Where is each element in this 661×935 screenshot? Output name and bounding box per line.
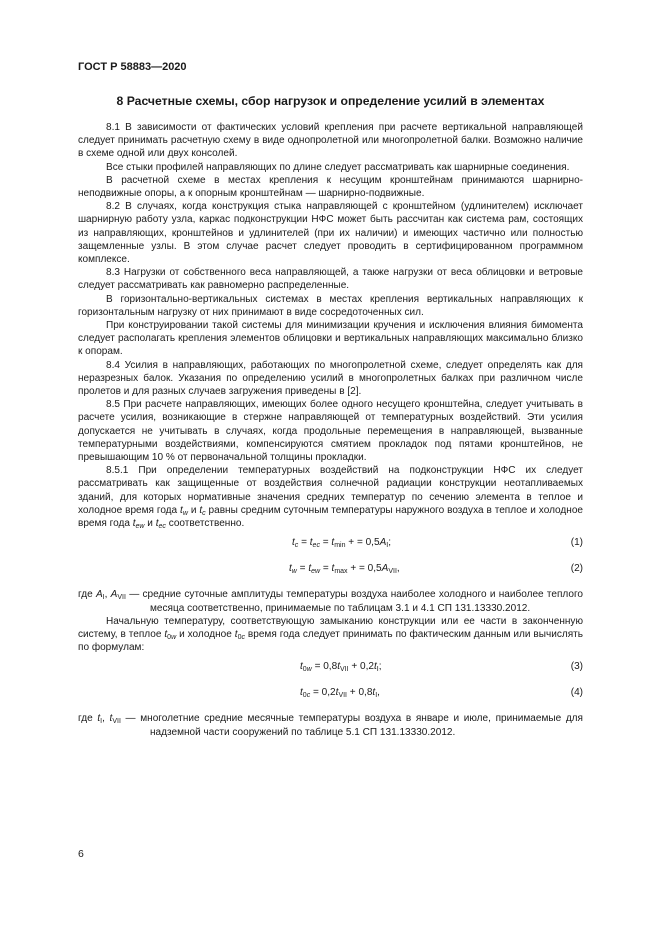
paragraph-8-2: 8.2 В случаях, когда конструкция стыка направляющей с кронштейном (удлинителем) исключает шарнирную работу узла, каркас подконструкции НФС может быть рассчитан как система рам, состоящих из направляющих, кронштейнов и удлинителей (при их наличии) и имеющих частично или полностью защемленные узлы. В этом случае расчет следует проводить в сертифицированном программном комплексе.	[78, 201, 583, 266]
formula-1	[78, 530, 583, 556]
paragraph-8-1: 8.1 В зависимости от фактических условий крепления при расчете вертикальной направляющей следует принимать расчетную схему в виде однопролетной или многопролетной балки. Возможно наличие в схеме одной или двух консолей.	[78, 122, 583, 160]
formula-3-expression: $t_{0w} = 0,8t_{VII} + 0,2t_I$;	[300, 661, 382, 674]
formula-4-expression: $t_{0c} = 0,2t_{VII} + 0,8t_I$,	[300, 687, 380, 700]
paragraph-bimoment: При конструировании такой системы для минимизации кручения и исключения влияния бимомента следует располагать крепления элементов облицовки и вертикальных направляющих максимально близко к опорам.	[78, 320, 583, 358]
where-clause-1: где $A_I$, $A_{VII}$ — средние суточные амплитуды температуры воздуха наиболее холодного и наиболее теплого месяца соответственно, принимаемые по таблицам 3.1 и 4.1 СП 131.13330.2012.	[78, 589, 583, 614]
paragraph-8-4: 8.4 Усилия в направляющих, работающих по многопролетной схеме, следует определять как для неразрезных балок. Указания по определению усилий в многопролетных балках при различном числе пролетов и для разных случаев загружения приведены в [2].	[78, 359, 583, 398]
formula-4-number: (4)	[570, 687, 583, 699]
body-text	[78, 121, 583, 739]
formula-2-number: (2)	[570, 563, 583, 575]
formula-4	[78, 680, 583, 706]
formula-1-expression: $t_c = t_{ec} = t_{min}$ + = $0,5A_I$;	[292, 537, 392, 550]
paragraph-horizontal-vertical: В горизонтально-вертикальных системах в местах крепления вертикальных направляющих к горизонтальным нагрузку от них принимают в виде сосредоточенных сил.	[78, 293, 583, 318]
formula-3	[78, 654, 583, 680]
formula-2-expression: $t_w = t_{ew} = t_{max}$ + = $0,5A_{VII}$,	[289, 563, 400, 576]
document-code: ГОСТ Р 58883—2020	[78, 61, 187, 73]
paragraph-joints: Все стыки профилей направляющих по длине следует рассматривать как шарнирные соединения.	[106, 161, 570, 173]
page-number: 6	[78, 848, 84, 860]
formula-1-number: (1)	[570, 537, 583, 549]
where-clause-2: где $t_I$, $t_{VII}$ — многолетние средние месячные температуры воздуха в январе и июле, принимаемые для надземной части сооружений по таблице 5.1 СП 131.13330.2012.	[78, 713, 583, 738]
paragraph-8-5: 8.5 При расчете направляющих, имеющих более одного несущего кронштейна, следует учитывать в расчете усилия, возникающие в стержне направляющей от температурных воздействий. Эти усилия допускается не учитывать в случаях, когда продольные перемещения в направляющей, вызванные температурными воздействиями, компенсируются смятием прокладок под пятами кронштейнов, не превышающим 10 % от первоначальной толщины прокладки.	[78, 399, 583, 464]
formula-3-number: (3)	[570, 661, 583, 673]
paragraph-supports: В расчетной схеме в местах крепления к несущим кронштейнам принимаются шарнирно-неподвижные опоры, а к опорным кронштейнам — шарнирно-подвижные.	[78, 174, 583, 200]
section-title: 8 Расчетные схемы, сбор нагрузок и определение усилий в элементах	[116, 94, 545, 108]
formula-2	[78, 556, 583, 582]
paragraph-8-3: 8.3 Нагрузки от собственного веса направляющей, а также нагрузки от веса облицовки и ветровые следует рассматривать как равномерно распределенные.	[78, 267, 583, 292]
paragraph-initial-temperature: Начальную температуру, соответствующую замыканию конструкции или ее части в законченную систему, в теплое $t_{0w}$ и холодное $t_{0c}$ время года следует принимать по фактическим данным или вычислять по формулам:	[78, 615, 583, 654]
paragraph-8-5-1: 8.5.1 При определении температурных воздействий на подконструкции НФС их следует рассматривать как защищенные от воздействия солнечной радиации конструкции неотапливаемых зданий, для которых нормативные значения средних температур по сечению элемента в теплое и холодное время года $t_w$ и $t_c$ равны средним суточным температуры наружного воздуха в теплое и холодное время года $t_{ew}$ и $t_{ec}$ соответственно.	[78, 465, 583, 531]
